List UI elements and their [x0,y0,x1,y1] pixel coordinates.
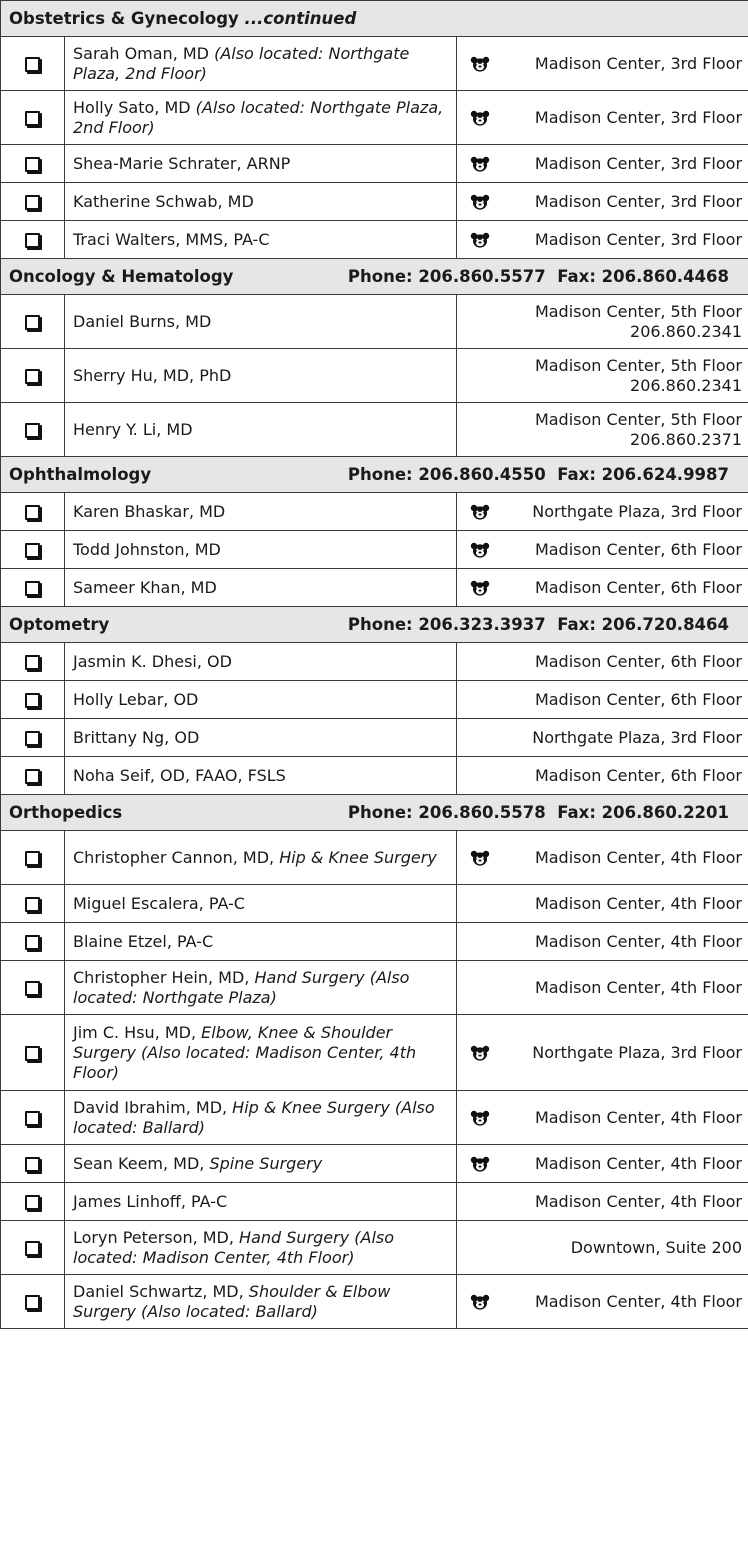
section-contact [348,465,729,485]
section-title: Optometry [9,614,110,634]
provider-location: Madison Center, 3rd Floor [534,191,743,211]
section-header [1,795,748,831]
provider-row [1,831,748,885]
provider-row [1,1145,748,1183]
provider-note: Hip & Knee Surgery (Also located: Ballard) [73,1097,435,1137]
provider-name: Loryn Peterson, MD, [73,1227,234,1247]
section-title-group [9,615,109,635]
bear-icon [470,1154,490,1173]
provider-name: Sameer Khan, MD [73,577,217,597]
provider-location: Madison Center, 5th Floor [534,409,743,429]
section-header [1,1,748,37]
section-phone: Phone: 206.860.5578 [347,802,546,822]
select-checkbox[interactable] [25,1295,40,1310]
bear-icon [470,108,490,127]
select-checkbox[interactable] [25,731,40,746]
provider-name: Sean Keem, MD, [73,1153,205,1173]
select-checkbox[interactable] [25,233,40,248]
bear-icon [470,1108,490,1127]
select-checkbox[interactable] [25,769,40,784]
section-title: Obstetrics & Gynecology [9,8,239,28]
provider-row [1,403,748,457]
section-fax: Fax: 206.624.9987 [557,464,730,484]
provider-note: Hand Surgery (Also located: Madison Center, 4th Floor) [73,1227,395,1267]
provider-row [1,885,748,923]
provider-row [1,493,748,531]
provider-location: Madison Center, 3rd Floor [534,107,743,127]
section-title: Ophthalmology [9,464,152,484]
bear-icon [470,502,490,521]
provider-location: Madison Center, 4th Floor [534,1191,743,1211]
provider-name: James Linhoff, PA-C [73,1191,228,1211]
select-checkbox[interactable] [25,543,40,558]
provider-phone: 206.860.2341 [630,375,743,395]
select-checkbox[interactable] [25,369,40,384]
provider-name: Katherine Schwab, MD [73,191,254,211]
provider-row [1,719,748,757]
provider-location: Madison Center, 3rd Floor [534,53,743,73]
provider-location: Madison Center, 4th Floor [534,893,743,913]
provider-name: Henry Y. Li, MD [73,419,193,439]
provider-location: Madison Center, 6th Floor [534,689,743,709]
section-title: Orthopedics [9,802,123,822]
provider-location: Northgate Plaza, 3rd Floor [532,501,743,521]
provider-location: Madison Center, 4th Floor [534,931,743,951]
bear-icon [470,154,490,173]
bear-icon [470,540,490,559]
section-contact [348,615,729,635]
provider-row [1,295,748,349]
provider-name: Jasmin K. Dhesi, OD [73,651,232,671]
provider-row [1,923,748,961]
bear-icon [470,54,490,73]
provider-name: Jim C. Hsu, MD, [73,1022,197,1042]
provider-name: Holly Lebar, OD [73,689,199,709]
section-fax: Fax: 206.720.8464 [557,614,730,634]
provider-row [1,681,748,719]
select-checkbox[interactable] [25,935,40,950]
provider-row [1,221,748,259]
select-checkbox[interactable] [25,1241,40,1256]
provider-name: Holly Sato, MD [73,97,191,117]
section-title-group [9,465,151,485]
select-checkbox[interactable] [25,693,40,708]
provider-name: Karen Bhaskar, MD [73,501,226,521]
provider-name: Sarah Oman, MD [73,43,209,63]
provider-location: Madison Center, 6th Floor [534,577,743,597]
provider-location: Downtown, Suite 200 [570,1237,743,1257]
bear-icon [470,230,490,249]
select-checkbox[interactable] [25,423,40,438]
section-title-suffix: ...continued [238,8,357,28]
provider-note: Hip & Knee Surgery [274,847,437,867]
provider-phone: 206.860.2371 [630,429,743,449]
provider-row [1,349,748,403]
provider-name: Traci Walters, MMS, PA-C [73,229,270,249]
bear-icon [470,848,490,867]
select-checkbox[interactable] [25,655,40,670]
provider-location: Madison Center, 4th Floor [534,1153,743,1173]
provider-name: Shea-Marie Schrater, ARNP [73,153,291,173]
provider-row [1,531,748,569]
provider-location: Madison Center, 6th Floor [534,651,743,671]
provider-location: Madison Center, 6th Floor [534,539,743,559]
select-checkbox[interactable] [25,981,40,996]
provider-row [1,91,748,145]
section-contact [348,267,729,287]
provider-location: Madison Center, 4th Floor [534,977,743,997]
select-checkbox[interactable] [25,897,40,912]
provider-row [1,961,748,1015]
select-checkbox[interactable] [25,57,40,72]
select-checkbox[interactable] [25,1111,40,1126]
section-header [1,259,748,295]
select-checkbox[interactable] [25,1046,40,1061]
section-title-group [9,267,233,287]
provider-name: Brittany Ng, OD [73,727,200,747]
section-header [1,607,748,643]
section-fax: Fax: 206.860.2201 [557,802,730,822]
provider-location: Northgate Plaza, 3rd Floor [532,1042,743,1062]
provider-name: Christopher Cannon, MD, [73,847,275,867]
provider-note: (Also located: Northgate Plaza, 2nd Floor) [73,97,444,137]
bear-icon [470,578,490,597]
provider-row [1,643,748,681]
provider-name: Blaine Etzel, PA-C [73,931,214,951]
provider-row [1,1221,748,1275]
provider-name: Daniel Burns, MD [73,311,212,331]
provider-note: Hand Surgery (Also located: Northgate Plaza) [73,967,410,1007]
provider-phone: 206.860.2341 [630,321,743,341]
provider-location: Madison Center, 5th Floor [534,301,743,321]
provider-row [1,1183,748,1221]
select-checkbox[interactable] [25,195,40,210]
select-checkbox[interactable] [25,1157,40,1172]
section-contact [348,803,729,823]
provider-location: Northgate Plaza, 3rd Floor [532,727,743,747]
bear-icon [470,192,490,211]
provider-name: David Ibrahim, MD, [73,1097,228,1117]
provider-name: Miguel Escalera, PA-C [73,893,245,913]
select-checkbox[interactable] [25,157,40,172]
provider-name: Sherry Hu, MD, PhD [73,365,232,385]
provider-row [1,757,748,795]
provider-row [1,145,748,183]
bear-icon [470,1292,490,1311]
provider-location: Madison Center, 4th Floor [534,1291,743,1311]
select-checkbox[interactable] [25,581,40,596]
provider-location: Madison Center, 3rd Floor [534,153,743,173]
provider-row [1,569,748,607]
section-title-group [9,9,356,29]
section-phone: Phone: 206.860.5577 [347,266,546,286]
provider-note: Shoulder & Elbow Surgery (Also located: Ballard) [73,1281,391,1321]
provider-note: Elbow, Knee & Shoulder Surgery (Also located: Madison Center, 4th Floor) [73,1022,417,1082]
provider-location: Madison Center, 4th Floor [534,1107,743,1127]
provider-location: Madison Center, 6th Floor [534,765,743,785]
provider-note: (Also located: Northgate Plaza, 2nd Floor) [73,43,410,83]
select-checkbox[interactable] [25,111,40,126]
provider-row [1,37,748,91]
provider-location: Madison Center, 4th Floor [534,847,743,867]
select-checkbox[interactable] [25,315,40,330]
provider-row [1,1275,748,1329]
provider-note: Spine Surgery [204,1153,323,1173]
select-checkbox[interactable] [25,1195,40,1210]
section-title-group [9,803,122,823]
section-title: Oncology & Hematology [9,266,234,286]
provider-row [1,1015,748,1091]
provider-row [1,183,748,221]
provider-name: Christopher Hein, MD, [73,967,250,987]
select-checkbox[interactable] [25,851,40,866]
section-phone: Phone: 206.860.4550 [347,464,546,484]
provider-row [1,1091,748,1145]
section-phone: Phone: 206.323.3937 [347,614,546,634]
provider-name: Noha Seif, OD, FAAO, FSLS [73,765,286,785]
provider-location: Madison Center, 3rd Floor [534,229,743,249]
bear-icon [470,1043,490,1062]
provider-name: Daniel Schwartz, MD, [73,1281,244,1301]
provider-location: Madison Center, 5th Floor [534,355,743,375]
provider-name: Todd Johnston, MD [73,539,221,559]
section-fax: Fax: 206.860.4468 [557,266,730,286]
section-header [1,457,748,493]
select-checkbox[interactable] [25,505,40,520]
